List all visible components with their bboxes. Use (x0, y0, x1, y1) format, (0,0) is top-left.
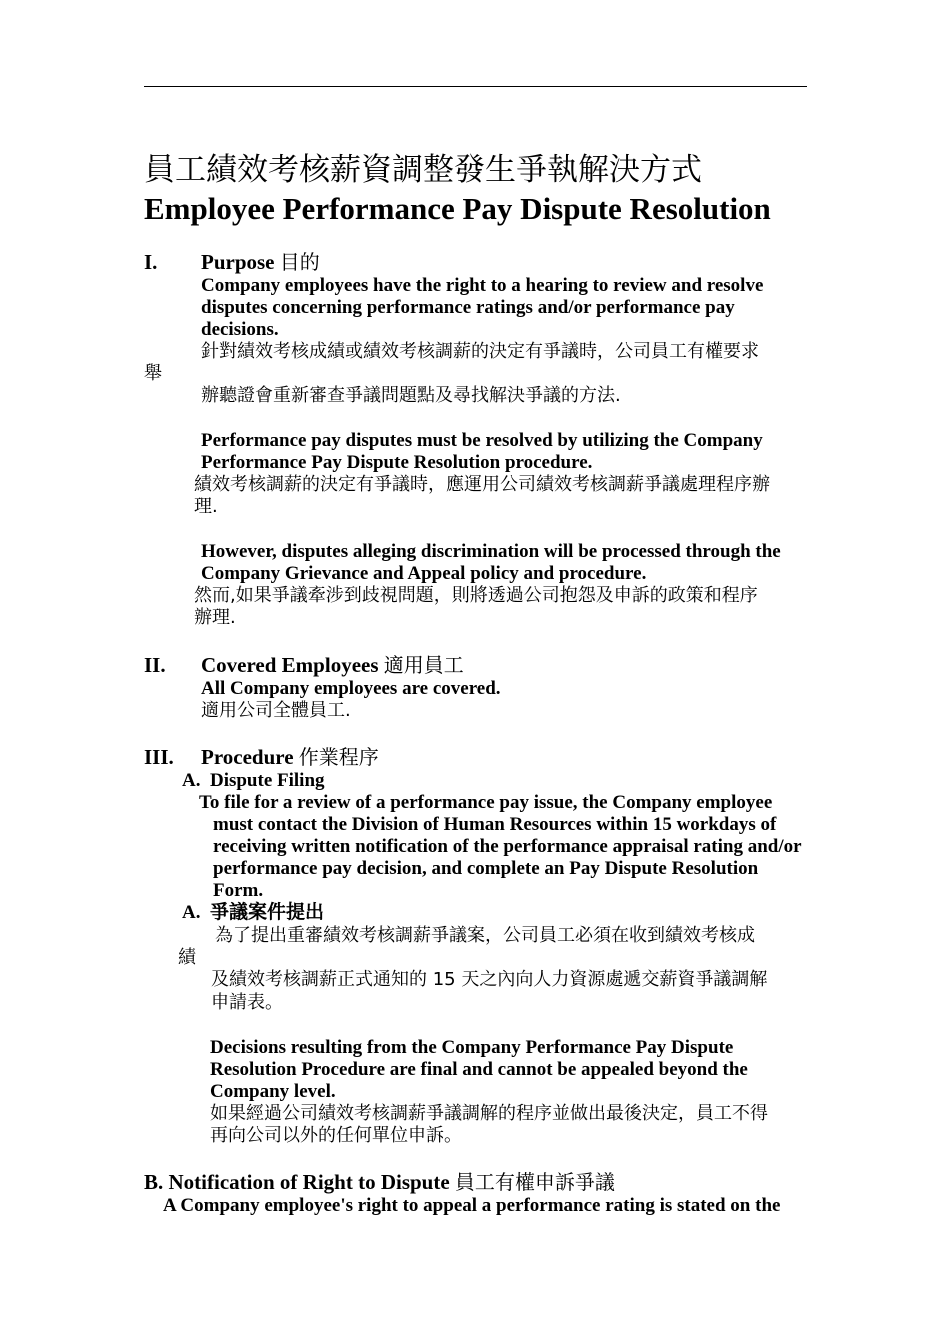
decisions-line: Decisions resulting from the Company Performance Pay Dispute (210, 1037, 734, 1058)
procedure-label: Procedure (201, 745, 294, 769)
header-rule (144, 86, 807, 87)
section-heading-covered (201, 653, 464, 677)
dispute-filing-zh-line: 申請表。 (211, 992, 283, 1013)
notification-heading (144, 1170, 615, 1194)
purpose-p1-zh-line: 針對績效考核成績或績效考核調薪的決定有爭議時，公司員工有權要求 (201, 341, 759, 362)
purpose-p1-line: decisions. (201, 319, 279, 340)
title-en: Employee Performance Pay Dispute Resolution (144, 191, 771, 226)
dispute-filing-heading-zh (182, 902, 324, 924)
purpose-p3-zh-line: 然而,如果爭議牽涉到歧視問題，則將透過公司抱怨及申訴的政策和程序 (194, 585, 758, 606)
purpose-label-zh: 目的 (279, 250, 320, 274)
notification-label-zh: 員工有權申訴爭議 (454, 1170, 615, 1194)
covered-text: All Company employees are covered. (201, 678, 501, 699)
dispute-filing-line: must contact the Division of Human Resources within 15 workdays of (213, 814, 777, 835)
decisions-line: Company level. (210, 1081, 336, 1102)
purpose-label: Purpose (201, 250, 275, 274)
purpose-p2-zh-line: 績效考核調薪的決定有爭議時，應運用公司績效考核調薪爭議處理程序辦 (194, 474, 770, 495)
purpose-p3-line: Company Grievance and Appeal policy and procedure. (201, 563, 647, 584)
purpose-p2-zh-line: 理. (194, 496, 218, 517)
purpose-p2-line: Performance pay disputes must be resolved by utilizing the Company (201, 430, 763, 451)
purpose-p2-line: Performance Pay Dispute Resolution procedure. (201, 452, 593, 473)
dispute-filing-line: performance pay decision, and complete an Pay Dispute Resolution (213, 858, 759, 879)
section-number-purpose: I. (144, 250, 158, 274)
dispute-filing-zh-line: 及績效考核調薪正式通知的 15 天之內向人力資源處遞交薪資爭議調解 (211, 969, 768, 990)
decisions-zh-line: 再向公司以外的任何單位申訴。 (210, 1125, 462, 1146)
purpose-p1-line: disputes concerning performance ratings and/or performance pay (201, 297, 735, 318)
dispute-filing-line: receiving written notification of the performance appraisal rating and/or (213, 836, 802, 857)
procedure-label-zh: 作業程序 (298, 745, 379, 769)
dispute-filing-heading: A. Dispute Filing (182, 770, 325, 791)
section-heading-purpose (201, 250, 320, 274)
notification-line: A Company employee's right to appeal a performance rating is stated on the (163, 1195, 781, 1216)
purpose-p1-zh-line: 舉 (144, 363, 162, 384)
decisions-zh-line: 如果經過公司績效考核調薪爭議調解的程序並做出最後決定，員工不得 (210, 1103, 768, 1124)
dispute-filing-heading-zh-text: A. 爭議案件提出 (182, 902, 324, 923)
title-zh: 員工績效考核薪資調整發生爭執解決方式 (144, 152, 702, 188)
purpose-p1-zh-line: 辦聽證會重新審查爭議問題點及尋找解決爭議的方法. (201, 385, 621, 406)
purpose-p1-line: Company employees have the right to a hearing to review and resolve (201, 275, 764, 296)
decisions-line: Resolution Procedure are final and cannot be appealed beyond the (210, 1059, 748, 1080)
purpose-p3-zh-line: 辦理. (194, 607, 236, 628)
dispute-filing-zh-line: 績 (178, 947, 196, 968)
dispute-filing-line: To file for a review of a performance pay issue, the Company employee (199, 792, 773, 813)
section-number-covered: II. (144, 653, 166, 677)
dispute-filing-zh-line: 為了提出重審績效考核調薪爭議案，公司員工必須在收到績效考核成 (215, 925, 755, 946)
purpose-p3-line: However, disputes alleging discrimination will be processed through the (201, 541, 781, 562)
notification-label: B. Notification of Right to Dispute (144, 1170, 450, 1194)
section-heading-procedure (201, 745, 379, 769)
dispute-filing-line: Form. (213, 880, 264, 901)
covered-label: Covered Employees (201, 653, 379, 677)
covered-text-zh: 適用公司全體員工. (201, 700, 351, 721)
covered-label-zh: 適用員工 (383, 653, 464, 677)
section-number-procedure: III. (144, 745, 174, 769)
